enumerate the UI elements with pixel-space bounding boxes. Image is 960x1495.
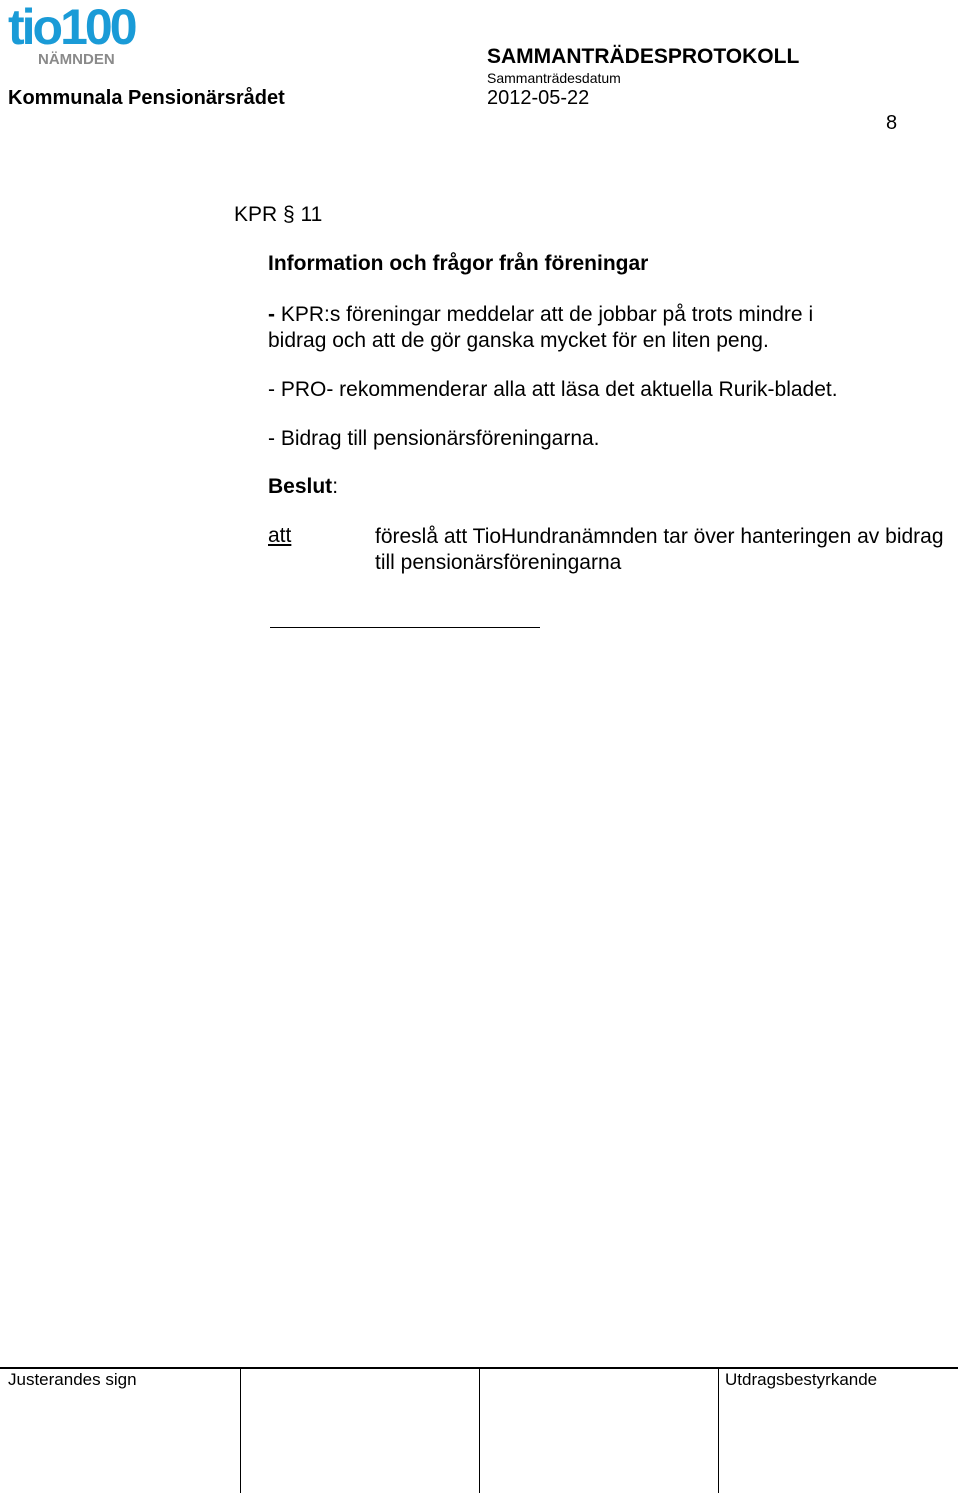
section-heading: Information och frågor från föreningar <box>268 252 649 275</box>
footer-utdragsbestyrkande: Utdragsbestyrkande <box>725 1370 878 1389</box>
logo-subtext: NÄMNDEN <box>38 51 115 68</box>
meeting-date-label: Sammanträdesdatum <box>487 70 621 86</box>
section-id: KPR § 11 <box>234 203 323 226</box>
page-number: 8 <box>886 112 898 134</box>
meeting-date: 2012-05-22 <box>487 87 590 109</box>
decision-marker: att <box>268 524 292 547</box>
footer-column-separator <box>240 1368 241 1493</box>
section-end-rule <box>270 627 540 628</box>
footer-column-separator <box>479 1368 480 1493</box>
info-item-1-dash: - <box>268 303 275 326</box>
decision-label <box>268 475 338 499</box>
decision-label-colon: : <box>332 475 339 498</box>
info-item-2: - PRO- rekommenderar alla att läsa det aktuella Rurik-bladet. <box>268 378 838 401</box>
organization-name: Kommunala Pensionärsrådet <box>8 87 285 109</box>
info-item-1-line1 <box>268 302 813 328</box>
info-item-1-text: KPR:s föreningar meddelar att de jobbar på trots mindre i <box>275 303 814 326</box>
decision-label-text: Beslut <box>268 475 333 498</box>
info-item-1-line2: bidrag och att de gör ganska mycket för en liten peng. <box>268 329 769 352</box>
logo-wordmark: tio100 <box>8 2 135 55</box>
tio100-logo <box>8 2 160 68</box>
footer-column-separator <box>718 1368 719 1493</box>
document-title: SAMMANTRÄDESPROTOKOLL <box>487 45 800 68</box>
footer-justerandes-sign: Justerandes sign <box>8 1370 137 1389</box>
decision-text: föreslå att TioHundranämnden tar över hanteringen av bidrag till pensionärsföreningarna <box>375 525 944 574</box>
info-item-1 <box>268 302 813 354</box>
info-item-3: - Bidrag till pensionärsföreningarna. <box>268 427 600 450</box>
